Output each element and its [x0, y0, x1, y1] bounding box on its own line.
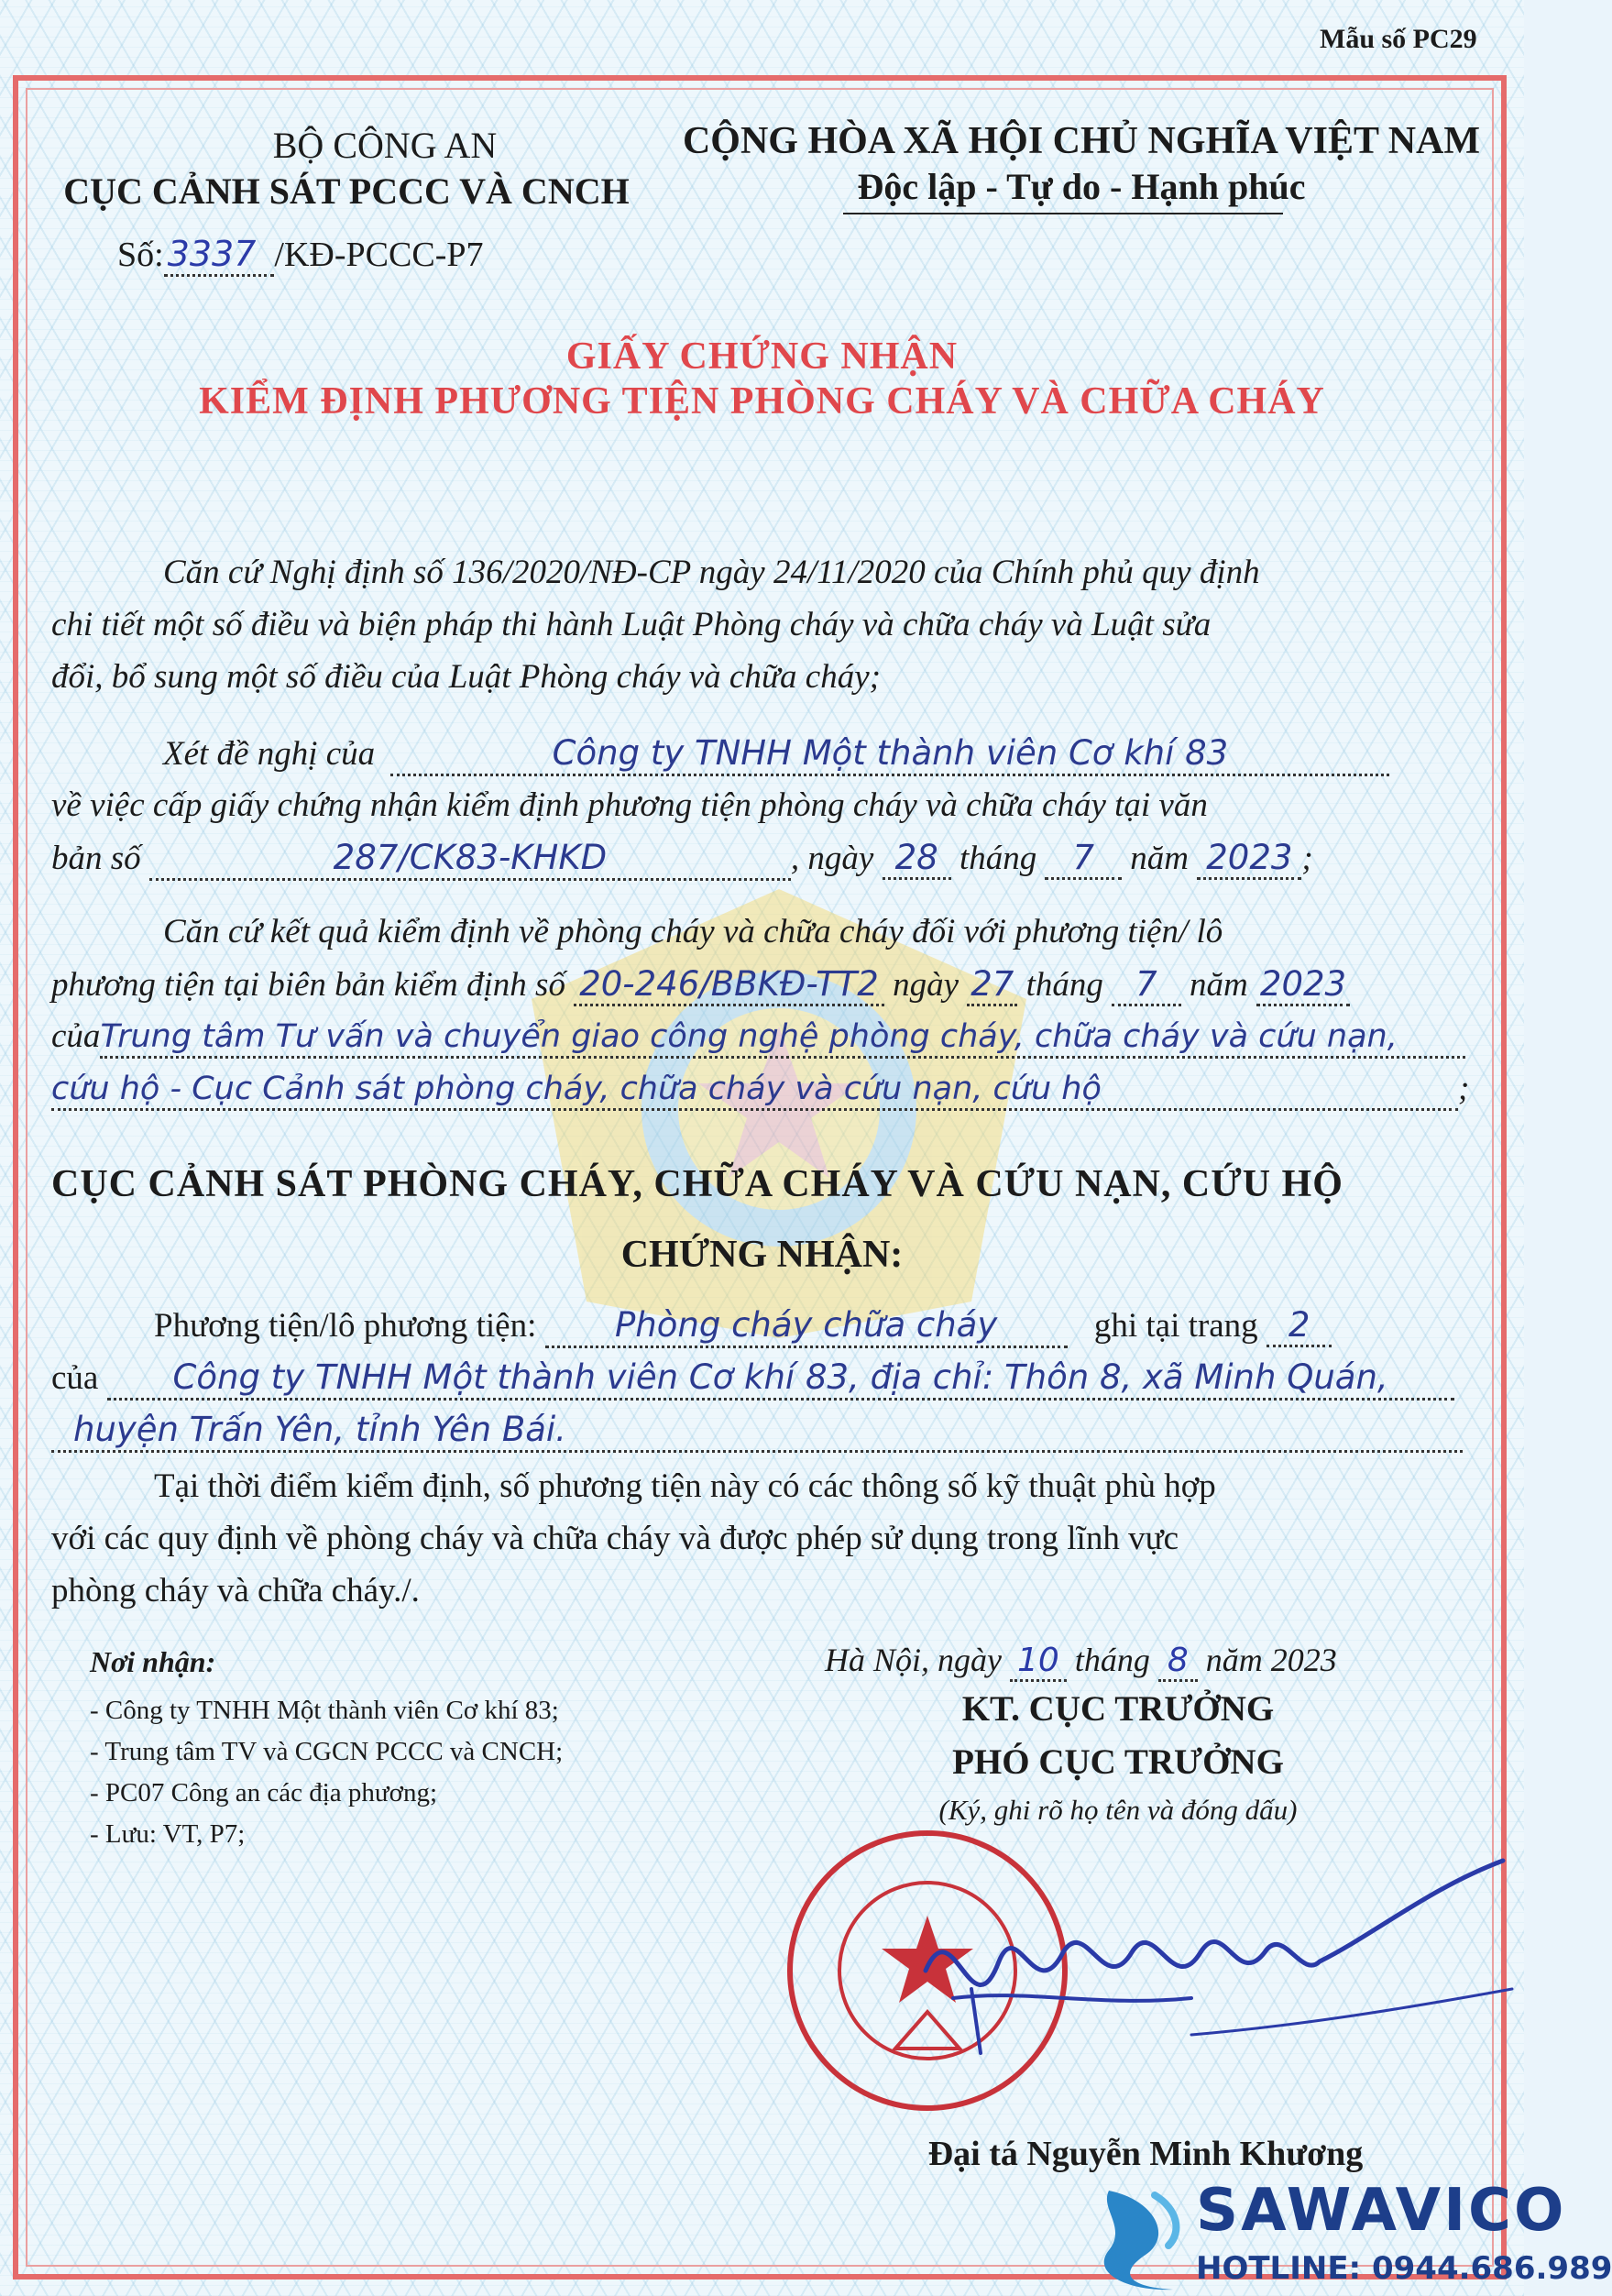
basis-p3-line1: Căn cứ kết quả kiểm định về phòng cháy và chữa cháy đối với phương tiện/ lô — [163, 913, 1223, 950]
sign-instruction: (Ký, ghi rõ họ tên và đóng dấu) — [938, 1794, 1298, 1826]
basis-p1-line3: đổi, bổ sung một số điều của Luật Phòng cháy và chữa cháy; — [51, 658, 881, 696]
sawavico-hotline: HOTLINE: 0944.686.989 — [1196, 2250, 1612, 2287]
form-code: Mẫu số PC29 — [1320, 24, 1477, 54]
sign-month-label: tháng — [1074, 1642, 1150, 1678]
recipients-title: Nơi nhận: — [90, 1645, 216, 1678]
cert-para-line3: phòng cháy và chữa cháy./. — [51, 1572, 420, 1609]
doc-no-label: Số: — [117, 236, 164, 274]
owner-value: Công ty TNHH Một thành viên Cơ khí 83, địa chỉ: Thôn 8, xã Minh Quán, — [172, 1357, 1388, 1397]
certifies-heading: CHỨNG NHẬN: — [620, 1234, 904, 1276]
recipient-item: - Công ty TNHH Một thành viên Cơ khí 83; — [90, 1696, 559, 1725]
cert-para-line2: với các quy định về phòng cháy và chữa cháy và được phép sử dụng trong lĩnh vực — [51, 1520, 1179, 1557]
owner-label: của — [51, 1359, 99, 1397]
record-date-label: ngày — [893, 966, 960, 1004]
sign-place-label: Hà Nội, ngày — [825, 1642, 1002, 1678]
equipment-label: Phương tiện/lô phương tiện: — [154, 1307, 537, 1345]
recipient-item: - PC07 Công an các địa phương; — [90, 1778, 437, 1807]
tester-org-line1: Trung tâm Tư vấn và chuyển giao công nghệ phòng cháy, chữa cháy và cứu nạn, — [100, 1018, 1398, 1055]
request-doc-number: 287/CK83-KHKD — [333, 838, 608, 877]
proposal-company: Công ty TNHH Một thành viên Cơ khí 83 — [552, 733, 1229, 773]
basis-p3-line2 — [51, 964, 1350, 1005]
record-day: 27 — [967, 964, 1017, 1006]
page-value: 2 — [1267, 1305, 1332, 1347]
record-month-label: tháng — [1025, 966, 1103, 1004]
certificate-title: GIẤY CHỨNG NHẬN — [565, 335, 959, 378]
request-year-label: năm — [1130, 840, 1189, 877]
sign-day: 10 — [1010, 1642, 1067, 1682]
issuing-authority-heading: CỤC CẢNH SÁT PHÒNG CHÁY, CHỮA CHÁY VÀ CỨU NẠN, CỨU HỘ — [51, 1163, 1343, 1205]
record-year: 2023 — [1256, 964, 1350, 1006]
basis-p3-line3 — [51, 1016, 1465, 1059]
basis-p1-line2: chi tiết một số điều và biện pháp thi hành Luật Phòng cháy và chữa cháy và Luật sửa — [51, 606, 1212, 643]
record-number: 20-246/BBKĐ-TT2 — [574, 964, 884, 1006]
tester-org-line2: cứu hộ - Cục Cảnh sát phòng cháy, chữa cháy và cứu nạn, cứu hộ — [51, 1071, 1102, 1107]
request-year: 2023 — [1197, 838, 1301, 880]
cert-line3 — [51, 1410, 1463, 1453]
sign-year: năm 2023 — [1205, 1642, 1337, 1678]
basis-p3-line4: cứu hộ - Cục Cảnh sát phòng cháy, chữa cháy và cứu nạn, cứu hộ ; — [51, 1069, 1469, 1111]
basis-p2-line1 — [163, 733, 1389, 776]
record-label: phương tiện tại biên bản kiểm định số — [51, 966, 565, 1004]
cert-line2 — [51, 1357, 1454, 1401]
basis-p2-line2: về việc cấp giấy chứng nhận kiểm định phương tiện phòng cháy và chữa cháy tại văn — [51, 786, 1208, 824]
ministry-name: BỘ CÔNG AN — [272, 125, 498, 166]
document-number — [117, 234, 483, 275]
cert-para-line1: Tại thời điểm kiểm định, số phương tiện này có các thông số kỹ thuật phù hợp — [154, 1467, 1216, 1505]
record-year-label: năm — [1189, 966, 1248, 1004]
request-month: 7 — [1045, 838, 1122, 880]
tester-label: của — [51, 1017, 101, 1055]
doc-no-suffix: /KĐ-PCCC-P7 — [274, 236, 484, 274]
sawavico-brand-name: SAWAVICO — [1196, 2177, 1567, 2245]
record-month: 7 — [1112, 964, 1181, 1006]
proposal-label: Xét đề nghị của — [163, 735, 376, 773]
request-day: 28 — [883, 838, 951, 880]
page-label: ghi tại trang — [1093, 1307, 1258, 1345]
sign-date — [825, 1641, 1337, 1679]
department-name: CỤC CẢNH SÁT PCCC VÀ CNCH — [63, 170, 630, 212]
sign-month: 8 — [1158, 1642, 1198, 1682]
basis-p1-line1: Căn cứ Nghị định số 136/2020/NĐ-CP ngày 24/11/2020 của Chính phủ quy định — [163, 554, 1260, 591]
signer-capacity: KT. CỤC TRƯỞNG — [961, 1689, 1275, 1729]
handwritten-signature-icon — [916, 1851, 1521, 2090]
request-doc-label: bản số — [51, 840, 141, 877]
signer-name: Đại tá Nguyễn Minh Khương — [927, 2135, 1364, 2173]
equipment-value: Phòng cháy chữa cháy — [614, 1305, 998, 1345]
request-date-label: , ngày — [790, 840, 874, 877]
request-month-label: tháng — [959, 840, 1037, 877]
doc-no-value: 3337 — [164, 234, 275, 277]
certificate-subtitle: KIỂM ĐỊNH PHƯƠNG TIỆN PHÒNG CHÁY VÀ CHỮA CHÁY — [199, 380, 1325, 423]
recipient-item: - Lưu: VT, P7; — [90, 1819, 246, 1849]
signer-title: PHÓ CỤC TRƯỞNG — [952, 1742, 1284, 1782]
cert-line1 — [154, 1305, 1332, 1348]
recipient-item: - Trung tâm TV và CGCN PCCC và CNCH; — [90, 1737, 564, 1766]
basis-p2-line3: bản số 287/CK83-KHKD , ngày 28 tháng 7 năm 2023 ; — [51, 838, 1313, 881]
nation-title: CỘNG HÒA XÃ HỘI CHỦ NGHĨA VIỆT NAM — [682, 120, 1481, 162]
motto-underline — [843, 213, 1283, 214]
owner-address: huyện Trấn Yên, tỉnh Yên Bái. — [73, 1410, 566, 1449]
nation-motto: Độc lập - Tự do - Hạnh phúc — [857, 166, 1306, 207]
